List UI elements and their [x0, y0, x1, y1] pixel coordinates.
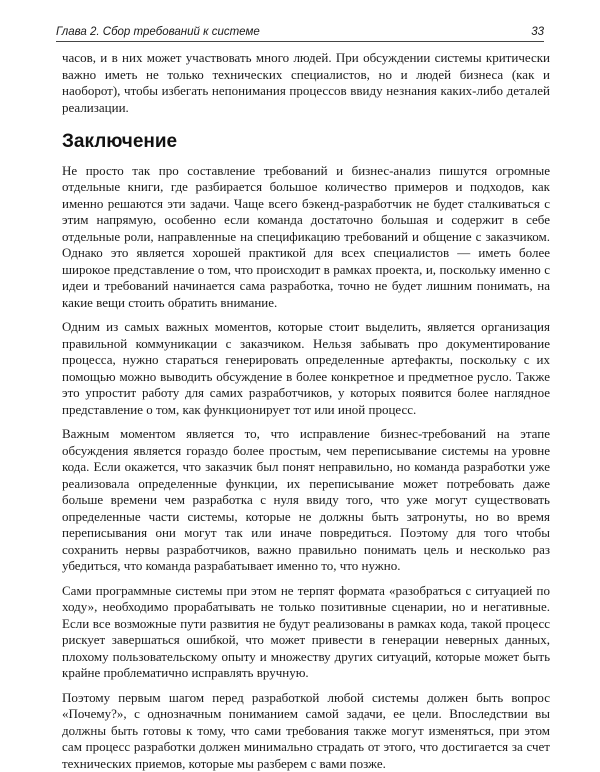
- chapter-title: Глава 2. Сбор требований к системе: [56, 26, 260, 38]
- body-paragraph-1: Не просто так про составление требований и бизнес-анализ пишутся огромные отдельные книги, где разбирается большое количество примеров и подходов, как именно решаются эти задачи. Чаще всего бэкенд-разработчик не будет сталкиваться с этим напрямую, особенно если команда достаточно большая и содержит в себе отдельные роли, направленные на спецификацию требований и общение с заказчиком. Однако это является хорошей практикой для всех специалистов — иметь более широкое представление о том, что происходит в рамках проекта, и, поскольку именно с идеи и требований начинается сама разработка, точно не будет лишним понимать, на какие вещи стоить обратить внимание.: [62, 163, 550, 312]
- body-paragraph-2: Одним из самых важных моментов, которые стоит выделить, является организация правильной коммуникации с заказчиком. Нельзя забывать про документирование процесса, нужно стараться генерировать определенные артефакты, поскольку с их помощью можно выводить обсуждение в более конкретное и предметное русло. Также это упростит работу для самих разработчиков, у которых появится более наглядное представление о том, как функционирует тот или иной процесс.: [62, 319, 550, 418]
- body-paragraph-4: Сами программные системы при этом не терпят формата «разобраться с ситуацией по ходу», необходимо прорабатывать не только позитивные сценарии, но и негативные. Если все возможные пути развития не будут реализованы в рамках кода, такой процесс рискует завершаться ошибкой, что может привести в генерации неверных данных, плохому пользовательскому опыту и множеству других ситуаций, которые может быть крайне проблематично исправлять вручную.: [62, 583, 550, 682]
- page-number: 33: [531, 26, 544, 38]
- page-body: [62, 50, 550, 772]
- running-header: [56, 26, 544, 42]
- body-paragraph-5: Поэтому первым шагом перед разработкой любой системы должен быть вопрос «Почему?», с однозначным пониманием самой задачи, ее цели. Впоследствии вы должны быть готовы к тому, что сами требования также могут изменяться, при этом сам процесс разработки должен минимально страдать от этого, что достигается за счет технических приемов, которые мы разберем с вами позже.: [62, 690, 550, 772]
- section-title: Заключение: [62, 134, 550, 151]
- intro-paragraph: часов, и в них может участвовать много людей. При обсуждении системы критически важно иметь не только технических специалистов, но и людей бизнеса (как и наоборот), чтобы избегать непонимания процессов ввиду незнания каких-либо деталей реализации.: [62, 50, 550, 116]
- body-paragraph-3: Важным моментом является то, что исправление бизнес-требований на этапе обсуждения является гораздо более простым, чем переписывание системы на уровне кода. Если окажется, что заказчик был понят неправильно, но команда разработки уже реализовала определенные функции, их переписывание может потребовать даже больше времени чем разработка с нуля ввиду того, что уже могут существовать определенные части системы, которые не должны быть затронуты, но во время переписывания они могут так или иначе повредиться. Поэтому для того чтобы сохранить нервы разработчиков, важно правильно понимать цель и несколько раз убедиться, что команда разрабатывает именно то, что нужно.: [62, 426, 550, 575]
